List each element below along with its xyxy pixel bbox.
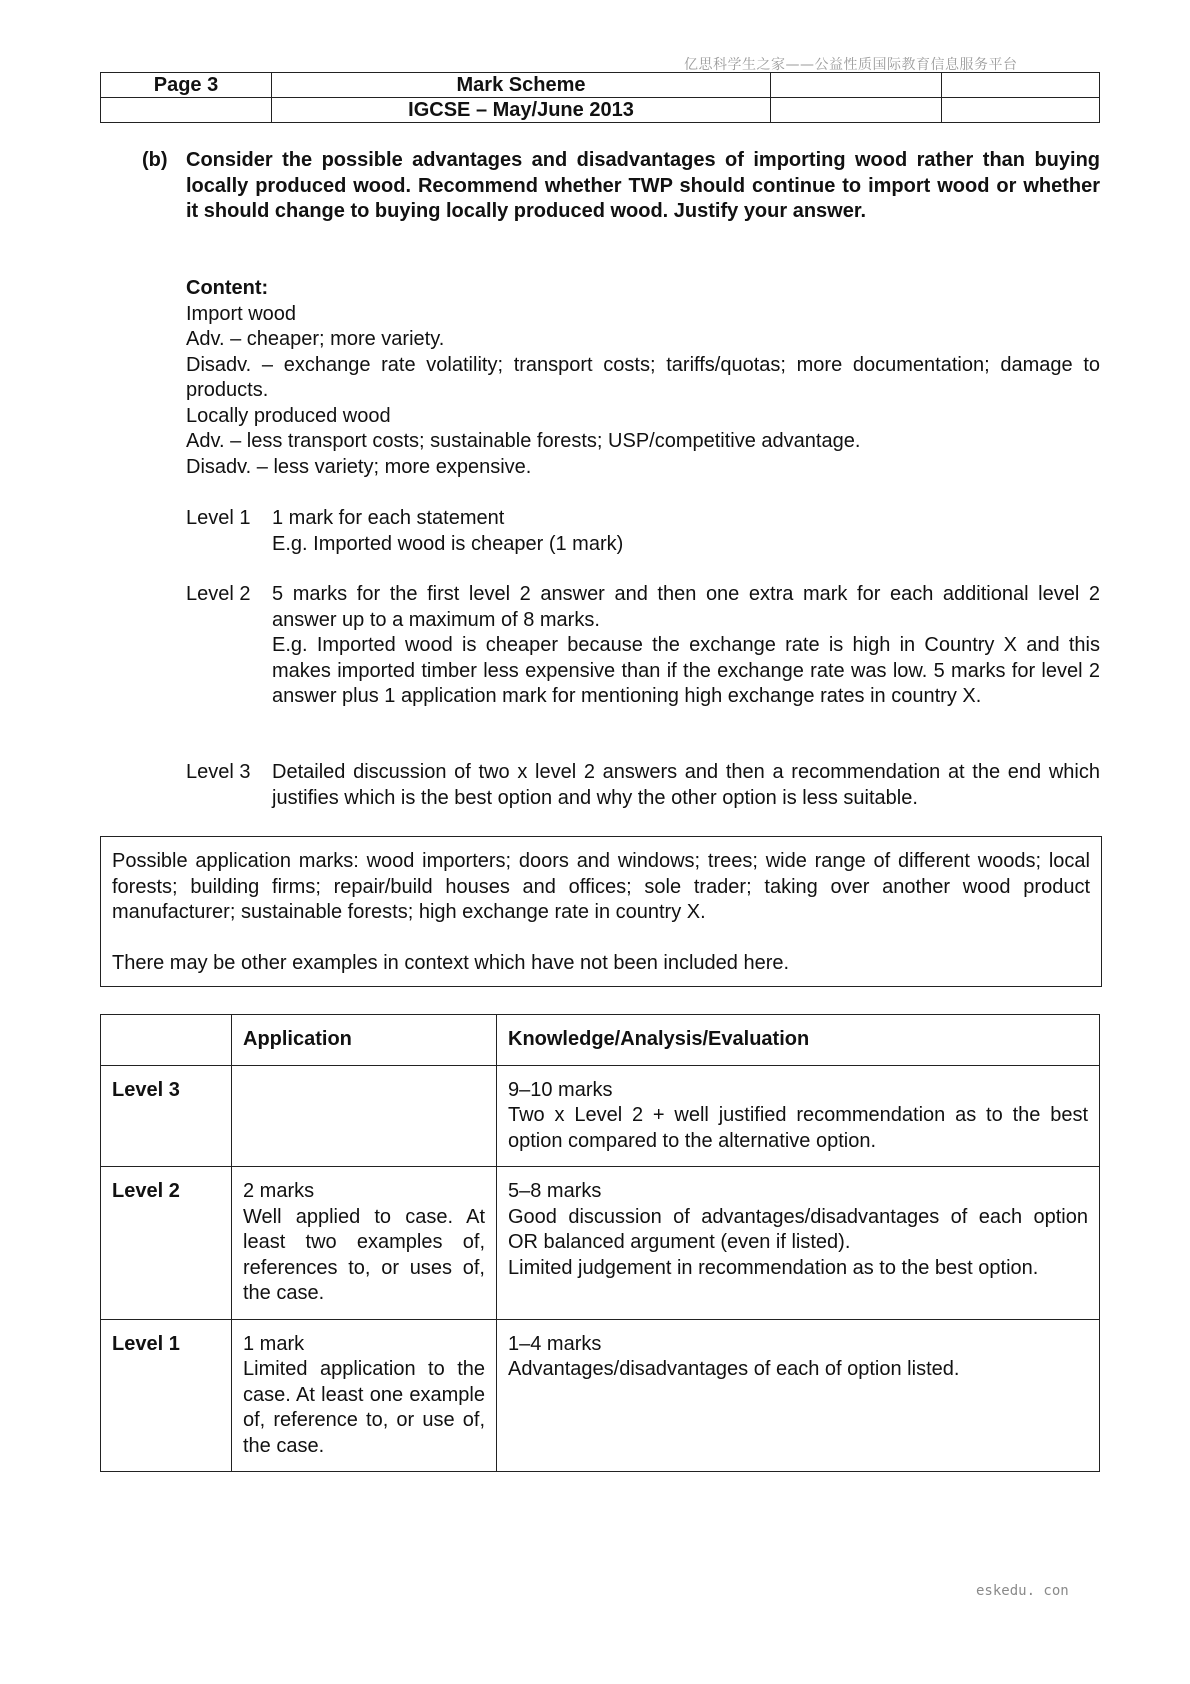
grid-level-label: Level 3 — [101, 1065, 232, 1167]
level-text: 5 marks for the first level 2 answer and then one extra mark for each additional level 2 answer up to a maximum of 8 marks. — [272, 583, 1100, 631]
level-example: E.g. Imported wood is cheaper (1 mark) — [272, 532, 624, 555]
watermark-site: eskedu. con — [976, 1583, 1069, 1599]
document-title: Mark Scheme — [272, 73, 771, 98]
grid-header-row — [101, 1015, 1100, 1066]
grid-kae-cell — [497, 1065, 1100, 1167]
grid-level-label: Level 1 — [101, 1319, 232, 1472]
header-empty-cell — [771, 73, 942, 98]
local-disadvantages: Disadv. – less variety; more expensive. — [186, 455, 532, 478]
grid-application-cell — [232, 1065, 497, 1167]
import-advantages: Adv. – cheaper; more variety. — [186, 328, 445, 350]
application-marks-box — [100, 836, 1102, 987]
header-empty-cell — [771, 98, 942, 123]
grid-row-level-2 — [101, 1167, 1100, 1320]
exam-session: IGCSE – May/June 2013 — [272, 98, 771, 123]
kae-marks: 5–8 marks — [508, 1180, 602, 1202]
page-header-table — [100, 72, 1100, 123]
grid-application-cell — [232, 1167, 497, 1320]
grid-application-cell — [232, 1319, 497, 1472]
kae-marks: 1–4 marks — [508, 1332, 602, 1355]
application-marks-list: Possible application marks: wood importers; doors and windows; trees; wide range of different woods; local forests; building firms; repair/build houses and offices; sole trader; taking over another wood product manufacturer; sustainable forests; high exchange rate in country X. — [112, 850, 1090, 923]
application-text: Well applied to case. At least two examples of, references to, or uses of, the case. — [243, 1205, 485, 1304]
content-heading: Content: — [186, 277, 269, 299]
header-empty-cell — [101, 98, 272, 123]
kae-marks: 9–10 marks — [508, 1078, 613, 1101]
kae-text: Good discussion of advantages/disadvantages of each option OR balanced argument (even if listed). — [508, 1205, 1088, 1253]
grid-header-kae: Knowledge/Analysis/Evaluation — [497, 1015, 1100, 1066]
header-empty-cell — [942, 98, 1100, 123]
level-text-group — [272, 506, 1100, 557]
level-text: Detailed discussion of two x level 2 answers and then a recommendation at the end which justifies which is the best option and why the other option is less suitable. — [272, 761, 1100, 809]
level-text-group — [272, 582, 1100, 710]
kae-text: Advantages/disadvantages of each of option listed. — [508, 1358, 960, 1380]
local-advantages: Adv. – less transport costs; sustainable forests; USP/competitive advantage. — [186, 430, 861, 452]
grid-header-application: Application — [232, 1015, 497, 1066]
grid-row-level-3 — [101, 1065, 1100, 1167]
application-marks: 2 marks — [243, 1180, 315, 1202]
import-disadvantages: Disadv. – exchange rate volatility; transport costs; tariffs/quotas; more documentation; damage to products. — [186, 353, 1100, 401]
marking-grid — [100, 1014, 1100, 1472]
application-note: There may be other examples in context which have not been included here. — [112, 951, 790, 974]
header-empty-cell — [942, 73, 1100, 98]
application-marks: 1 mark — [243, 1332, 305, 1355]
question-text: Consider the possible advantages and disadvantages of importing wood rather than buying locally produced wood. Recommend whether TWP should continue to import wood or whether it should change to buying locally produced wood. Justify your answer. — [186, 149, 1100, 222]
import-heading: Import wood — [186, 302, 297, 325]
kae-text: Two x Level 2 + well justified recommendation as to the best option compared to the alternative option. — [508, 1104, 1088, 1152]
kae-text-2: Limited judgement in recommendation as to the best option. — [508, 1256, 1039, 1279]
level-name: Level 1 — [186, 507, 251, 529]
grid-row-level-1 — [101, 1319, 1100, 1472]
local-heading: Locally produced wood — [186, 404, 391, 427]
grid-kae-cell — [497, 1319, 1100, 1472]
level-example: E.g. Imported wood is cheaper because the exchange rate is high in Country X and this makes imported timber less expensive than if the exchange rate was low. 5 marks for level 2 answer plus 1 application mark for mentioning high exchange rates in country X. — [272, 634, 1100, 707]
level-name: Level 2 — [186, 583, 251, 605]
content-section — [186, 276, 1100, 480]
question-number: (b) — [142, 149, 168, 171]
level-text: 1 mark for each statement — [272, 507, 505, 529]
watermark-text: 亿思科学生之家——公益性质国际教育信息服务平台 — [684, 57, 1018, 73]
page-number: Page 3 — [101, 73, 272, 98]
grid-level-label: Level 2 — [101, 1167, 232, 1320]
application-text: Limited application to the case. At least one example of, reference to, or use of, the case. — [243, 1358, 485, 1457]
level-name: Level 3 — [186, 761, 251, 783]
grid-header-cell — [101, 1015, 232, 1066]
grid-kae-cell — [497, 1167, 1100, 1320]
